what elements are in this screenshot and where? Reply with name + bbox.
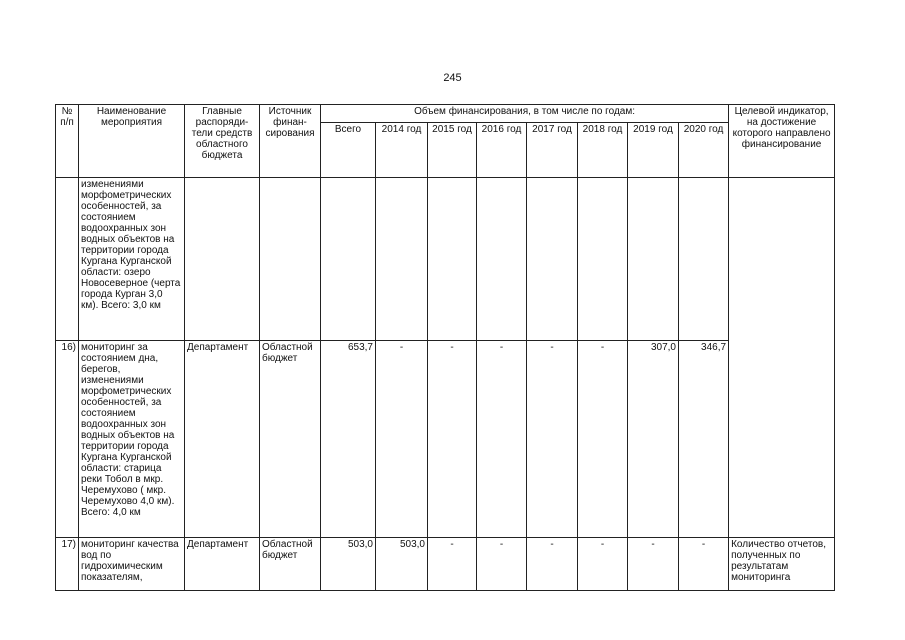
row-year-value: - — [628, 538, 679, 591]
row-year-value: - — [527, 538, 578, 591]
row-year-value — [679, 178, 729, 341]
row-year-value: - — [527, 341, 578, 538]
row-manager: Департамент — [185, 341, 260, 538]
row-year-value: 503,0 — [376, 538, 428, 591]
table-row — [56, 341, 835, 538]
row-name: мониторинг качества вод по гидрохимическим показателям, — [79, 538, 185, 591]
row-num — [56, 178, 79, 341]
header-name: Наименование мероприятия — [79, 105, 185, 178]
row-year-value — [477, 178, 527, 341]
row-year-value: - — [428, 341, 477, 538]
row-source: Областной бюджет — [260, 538, 321, 591]
row-name: изменениями морфометрических особенностей, за состоянием водоохранных зон водных объектов на территории города Кургана Курганской области: озеро Новосеверное (черта города Курган 3,0 км). Всего: 3,0 км — [79, 178, 185, 341]
header-total: Всего — [321, 123, 376, 178]
header-year: 2018 год — [578, 123, 628, 178]
row-indicator — [729, 178, 835, 538]
row-year-value: - — [578, 341, 628, 538]
row-num: 17) — [56, 538, 79, 591]
row-manager: Департамент — [185, 538, 260, 591]
row-year-value: - — [679, 538, 729, 591]
row-year-value — [527, 178, 578, 341]
header-year: 2014 год — [376, 123, 428, 178]
header-year: 2017 год — [527, 123, 578, 178]
row-year-value — [628, 178, 679, 341]
page-number: 245 — [443, 72, 462, 84]
row-indicator: Количество отчетов, полученных по результатам мониторинга — [729, 538, 835, 591]
table-row — [56, 538, 835, 591]
row-total — [321, 178, 376, 341]
row-year-value: - — [477, 341, 527, 538]
row-name: мониторинг за состоянием дна, берегов, изменениями морфометрических особенностей, за состоянием водоохранных зон водных объектов на территории города Кургана Курганской области: старица реки Тобол в мкр. Черемухово ( мкр. Черемухово 4,0 км). Всего: 4,0 км — [79, 341, 185, 538]
row-year-value: - — [578, 538, 628, 591]
header-indicator: Целевой индикатор, на достижение которого направлено финансирование — [729, 105, 835, 178]
row-year-value: - — [477, 538, 527, 591]
row-total: 653,7 — [321, 341, 376, 538]
row-year-value — [428, 178, 477, 341]
row-total: 503,0 — [321, 538, 376, 591]
row-manager — [185, 178, 260, 341]
row-num: 16) — [56, 341, 79, 538]
header-year: 2020 год — [679, 123, 729, 178]
row-year-value: - — [376, 341, 428, 538]
header-funding: Объем финансирования, в том числе по годам: — [321, 105, 729, 123]
header-source: Источник финан-сирования — [260, 105, 321, 178]
header-year: 2016 год — [477, 123, 527, 178]
row-year-value: - — [428, 538, 477, 591]
header-num: № п/п — [56, 105, 79, 178]
row-year-value — [376, 178, 428, 341]
table-header-row — [56, 105, 835, 123]
header-managers: Главные распоряди-тели средств областного бюджета — [185, 105, 260, 178]
header-year: 2019 год — [628, 123, 679, 178]
table-row — [56, 178, 835, 341]
row-source: Областной бюджет — [260, 341, 321, 538]
row-year-value — [578, 178, 628, 341]
funding-table — [55, 104, 835, 591]
row-year-value: 346,7 — [679, 341, 729, 538]
row-source — [260, 178, 321, 341]
header-year: 2015 год — [428, 123, 477, 178]
row-year-value: 307,0 — [628, 341, 679, 538]
